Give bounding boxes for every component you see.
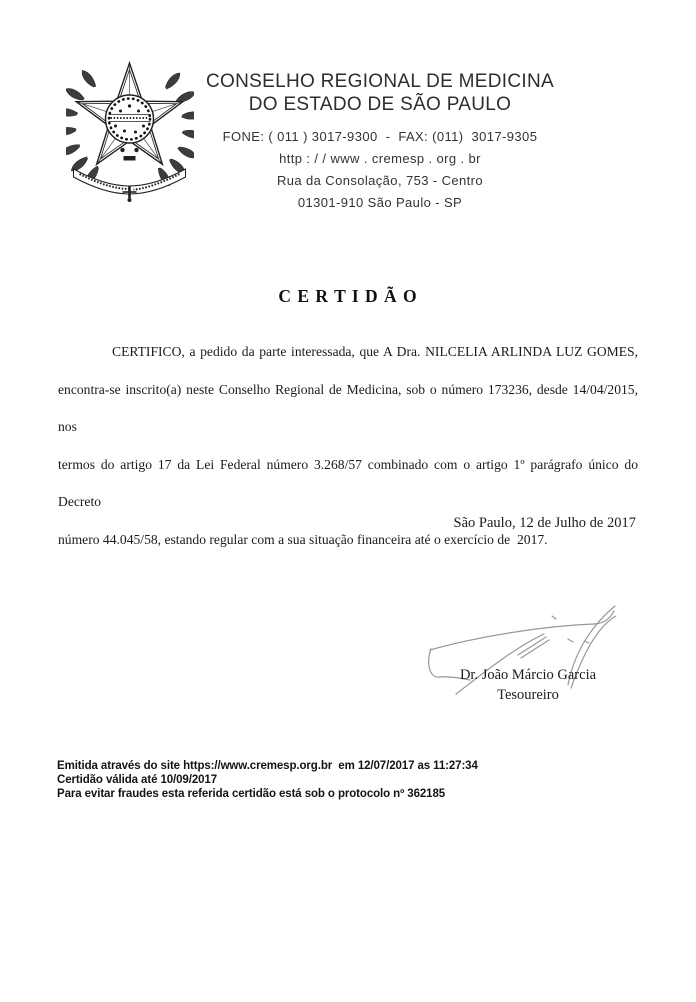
org-name-line2: DO ESTADO DE SÃO PAULO — [248, 94, 512, 115]
city-zip-line: 01301-910 São Paulo - SP — [297, 195, 463, 210]
certificate-title: C E R T I D Ã O — [278, 286, 418, 306]
footer-protocol-line: Para evitar fraudes esta referida certidão está sob o protocolo nº 362185 — [57, 787, 446, 800]
website-line: http : / / www . cremesp . org . br — [279, 151, 481, 166]
body-line-2: encontra-se inscrito(a) neste Conselho Regional de Medicina, sob o número 173236, desde 14/04/2015, nos — [58, 381, 638, 434]
org-name-line1: CONSELHO REGIONAL DE MEDICINA — [206, 71, 554, 92]
address-line: Rua da Consolação, 753 - Centro — [276, 173, 484, 188]
footer-validity-line: Certidão válida até 10/09/2017 — [57, 773, 218, 786]
body-line-1: CERTIFICO, a pedido da parte interessada, que A Dra. NILCELIA ARLINDA LUZ GOMES, — [112, 344, 638, 359]
body-line-3: termos do artigo 17 da Lei Federal número 3.268/57 combinado com o artigo 1º parágrafo único do Decreto — [58, 456, 638, 509]
phone-fax-line: FONE: ( 011 ) 3017-9300 - FAX: (011) 3017-9305 — [222, 129, 538, 144]
body-line-4: número 44.045/58, estando regular com a sua situação financeira até o exercício de 2017. — [58, 531, 548, 547]
signatory-name: Dr. João Márcio Garcia — [459, 667, 597, 683]
emission-footer — [57, 760, 478, 801]
contact-block — [168, 126, 592, 214]
signatory-title: Tesoureiro — [497, 687, 559, 703]
signatory-block — [430, 665, 626, 705]
footer-emission-line: Emitida através do site https://www.cremesp.org.br em 12/07/2017 as 11:27:34 — [57, 760, 478, 772]
date-line: São Paulo, 12 de Julho de 2017 — [453, 515, 636, 531]
letterhead — [168, 70, 592, 214]
